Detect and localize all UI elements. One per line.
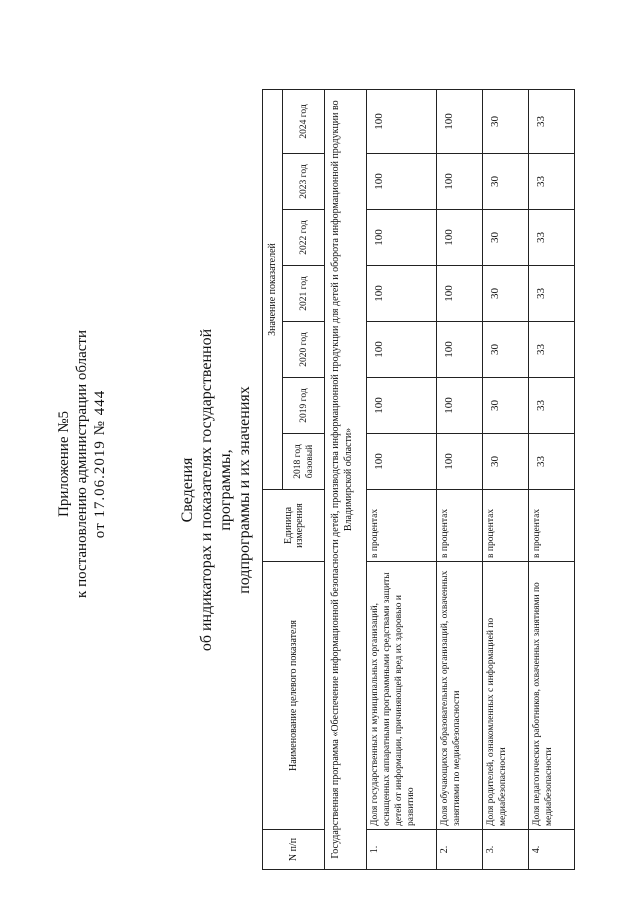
- row-value: 33: [529, 266, 575, 322]
- header-year: 2021 год: [283, 266, 325, 322]
- program-title-row: Государственная программа «Обеспечение информационной безопасности детей, производства информационной продукции для детей и оборота информационной продукции во Владимирской области»: [325, 89, 367, 869]
- header-unit: Единица измерения: [263, 490, 325, 562]
- table-row: [367, 89, 437, 869]
- row-value: 100: [437, 322, 483, 378]
- row-value: 30: [483, 89, 529, 153]
- row-value: 30: [483, 154, 529, 210]
- row-value: 33: [529, 210, 575, 266]
- row-value: 100: [437, 210, 483, 266]
- row-value: 100: [367, 210, 437, 266]
- appendix-subtitle: к постановлению администрации области: [74, 330, 90, 598]
- row-value: 100: [437, 154, 483, 210]
- header-year: 2022 год: [283, 210, 325, 266]
- row-value: 100: [367, 378, 437, 434]
- appendix-date-number: от 17.06.2019 № 444: [92, 389, 108, 539]
- row-unit: в процентах: [483, 490, 529, 562]
- row-value: 100: [367, 154, 437, 210]
- row-indicator-name: Доля родителей, ознакомленных с информацией по медиабезопасности: [483, 562, 529, 830]
- row-value: 100: [367, 89, 437, 153]
- row-indicator-name: Доля педагогических работников, охваченных занятиями по медиабезопасности: [529, 562, 575, 830]
- row-value: 100: [367, 266, 437, 322]
- header-year: 2020 год: [283, 322, 325, 378]
- row-number: 1.: [367, 830, 437, 870]
- table-row: [529, 89, 575, 869]
- row-unit: в процентах: [437, 490, 483, 562]
- row-value: 30: [483, 322, 529, 378]
- row-value: 100: [437, 434, 483, 490]
- row-value: 30: [483, 378, 529, 434]
- indicators-table: [262, 89, 575, 870]
- row-value: 33: [529, 434, 575, 490]
- row-value: 30: [483, 434, 529, 490]
- header-number: N п/п: [263, 830, 325, 870]
- header-year: 2019 год: [283, 378, 325, 434]
- header-indicator-name: Наименование целевого показателя: [263, 562, 325, 830]
- row-value: 33: [529, 378, 575, 434]
- table-row: [437, 89, 483, 869]
- row-value: 30: [483, 266, 529, 322]
- row-value: 33: [529, 89, 575, 153]
- row-value: 33: [529, 154, 575, 210]
- appendix-block: [55, 330, 109, 598]
- row-unit: в процентах: [367, 490, 437, 562]
- row-unit: в процентах: [529, 490, 575, 562]
- heading-line-1: Сведения: [179, 457, 196, 523]
- row-number: 2.: [437, 830, 483, 870]
- row-value: 30: [483, 210, 529, 266]
- table-row: [483, 89, 529, 869]
- row-value: 100: [437, 89, 483, 153]
- row-indicator-name: Доля обучающихся образовательных организаций, охваченных занятиями по медиабезопасности: [437, 562, 483, 830]
- header-values: Значение показателей: [263, 89, 283, 489]
- header-year: 2024 год: [283, 89, 325, 153]
- document-heading: [178, 305, 254, 675]
- appendix-title: Приложение №5: [56, 410, 72, 518]
- row-value: 100: [367, 322, 437, 378]
- row-value: 100: [367, 434, 437, 490]
- header-year: 2018 год базовый: [283, 434, 325, 490]
- heading-line-3: подпрограммы и их значениях: [236, 386, 253, 594]
- row-indicator-name: Доля государственных и муниципальных организаций, оснащенных аппаратными программными средствами защиты детей от информации, причиняющей вред их здоровью и развитию: [367, 562, 437, 830]
- row-value: 100: [437, 378, 483, 434]
- heading-line-2: об индикаторах и показателях государственной программы,: [198, 328, 234, 652]
- row-value: 100: [437, 266, 483, 322]
- row-number: 4.: [529, 830, 575, 870]
- row-number: 3.: [483, 830, 529, 870]
- row-value: 33: [529, 322, 575, 378]
- header-year: 2023 год: [283, 154, 325, 210]
